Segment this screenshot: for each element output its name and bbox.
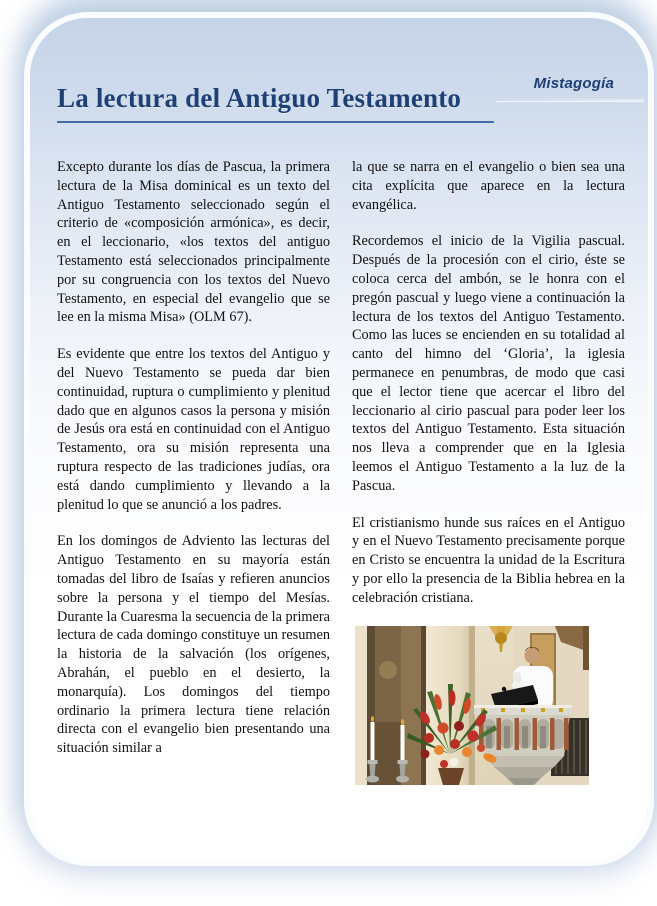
paragraph: El cristianismo hunde sus raíces en el Antiguo y en el Nuevo Testamento precisamente porque en Cristo se encuentra la unidad de la Escritura y por ello la presencia de la Biblia hebrea en la celebración cristiana. — [352, 514, 625, 606]
left-column — [57, 158, 330, 785]
page-background — [30, 18, 648, 860]
paragraph: Recordemos el inicio de la Vigilia pascual. Después de la procesión con el cirio, éste se coloca cerca del ambón, se le honra con el pregón pascual y luego viene a continuación la lectura de los textos del Antiguo Testamento. Como las luces se encienden en su totalidad al canto del himno del ‘Gloria’, la iglesia permanece en penumbras, de modo que casi que el lector tiene que acercar el libro del leccionario al cirio pascual para poder leer los textos del Antiguo Testamento. Esta situación nos lleva a comprender que en la Iglesia leemos el Antiguo Testamento a la luz de la Pascua. — [352, 233, 625, 494]
article-columns — [57, 158, 625, 785]
page-title: La lectura del Antiguo Testamento — [57, 83, 462, 113]
paragraph: En los domingos de Adviento las lecturas del Antiguo Testamento en su mayoría están tomadas del libro de Isaías y refieren anuncios sobre la persona y el tiempo del Mesías. Durante la Cuaresma la secuencia de la primera lectura de cada domingo constituye un resumen la historia de la salvación (los orígenes, Abrahán, el pueblo en el desierto, la monarquía). Los domingos del tiempo ordinario la primera lectura tiene relación directa con el evangelio bien presentando una situación similar a — [57, 533, 330, 757]
brand-divider-rule — [496, 99, 644, 102]
brand-label: Mistagogía — [533, 75, 614, 92]
title-underline-rule — [57, 121, 494, 123]
paragraph: Excepto durante los días de Pascua, la primera lectura de la Misa dominical es un texto del Antiguo Testamento seleccionado según el criterio de «composición armónica», es decir, en el leccionario, «los textos del antiguo Testamento está seleccionados principalmente por su congruencia con los textos del Nuevo Testamento, en especial del evangelio que se lee en la misma Misa» (OLM 67). — [57, 159, 330, 326]
paragraph: la que se narra en el evangelio o bien sea una cita explícita que aparece en la lectura evangélica. — [352, 159, 625, 213]
right-column — [352, 158, 625, 785]
paragraph: Es evidente que entre los textos del Antiguo y del Nuevo Testamento se pueda dar bien continuidad, ruptura o cumplimiento y plenitud dado que en algunos casos la persona y misión de Jesús ora está en continuidad con el Antiguo Testamento, ora su misión representa una ruptura respecto de las tradiciones judías, ora está dando cumplimiento y llevando a la plenitud lo que se anunció a los padres. — [57, 346, 330, 513]
ambon-photo — [355, 626, 589, 785]
